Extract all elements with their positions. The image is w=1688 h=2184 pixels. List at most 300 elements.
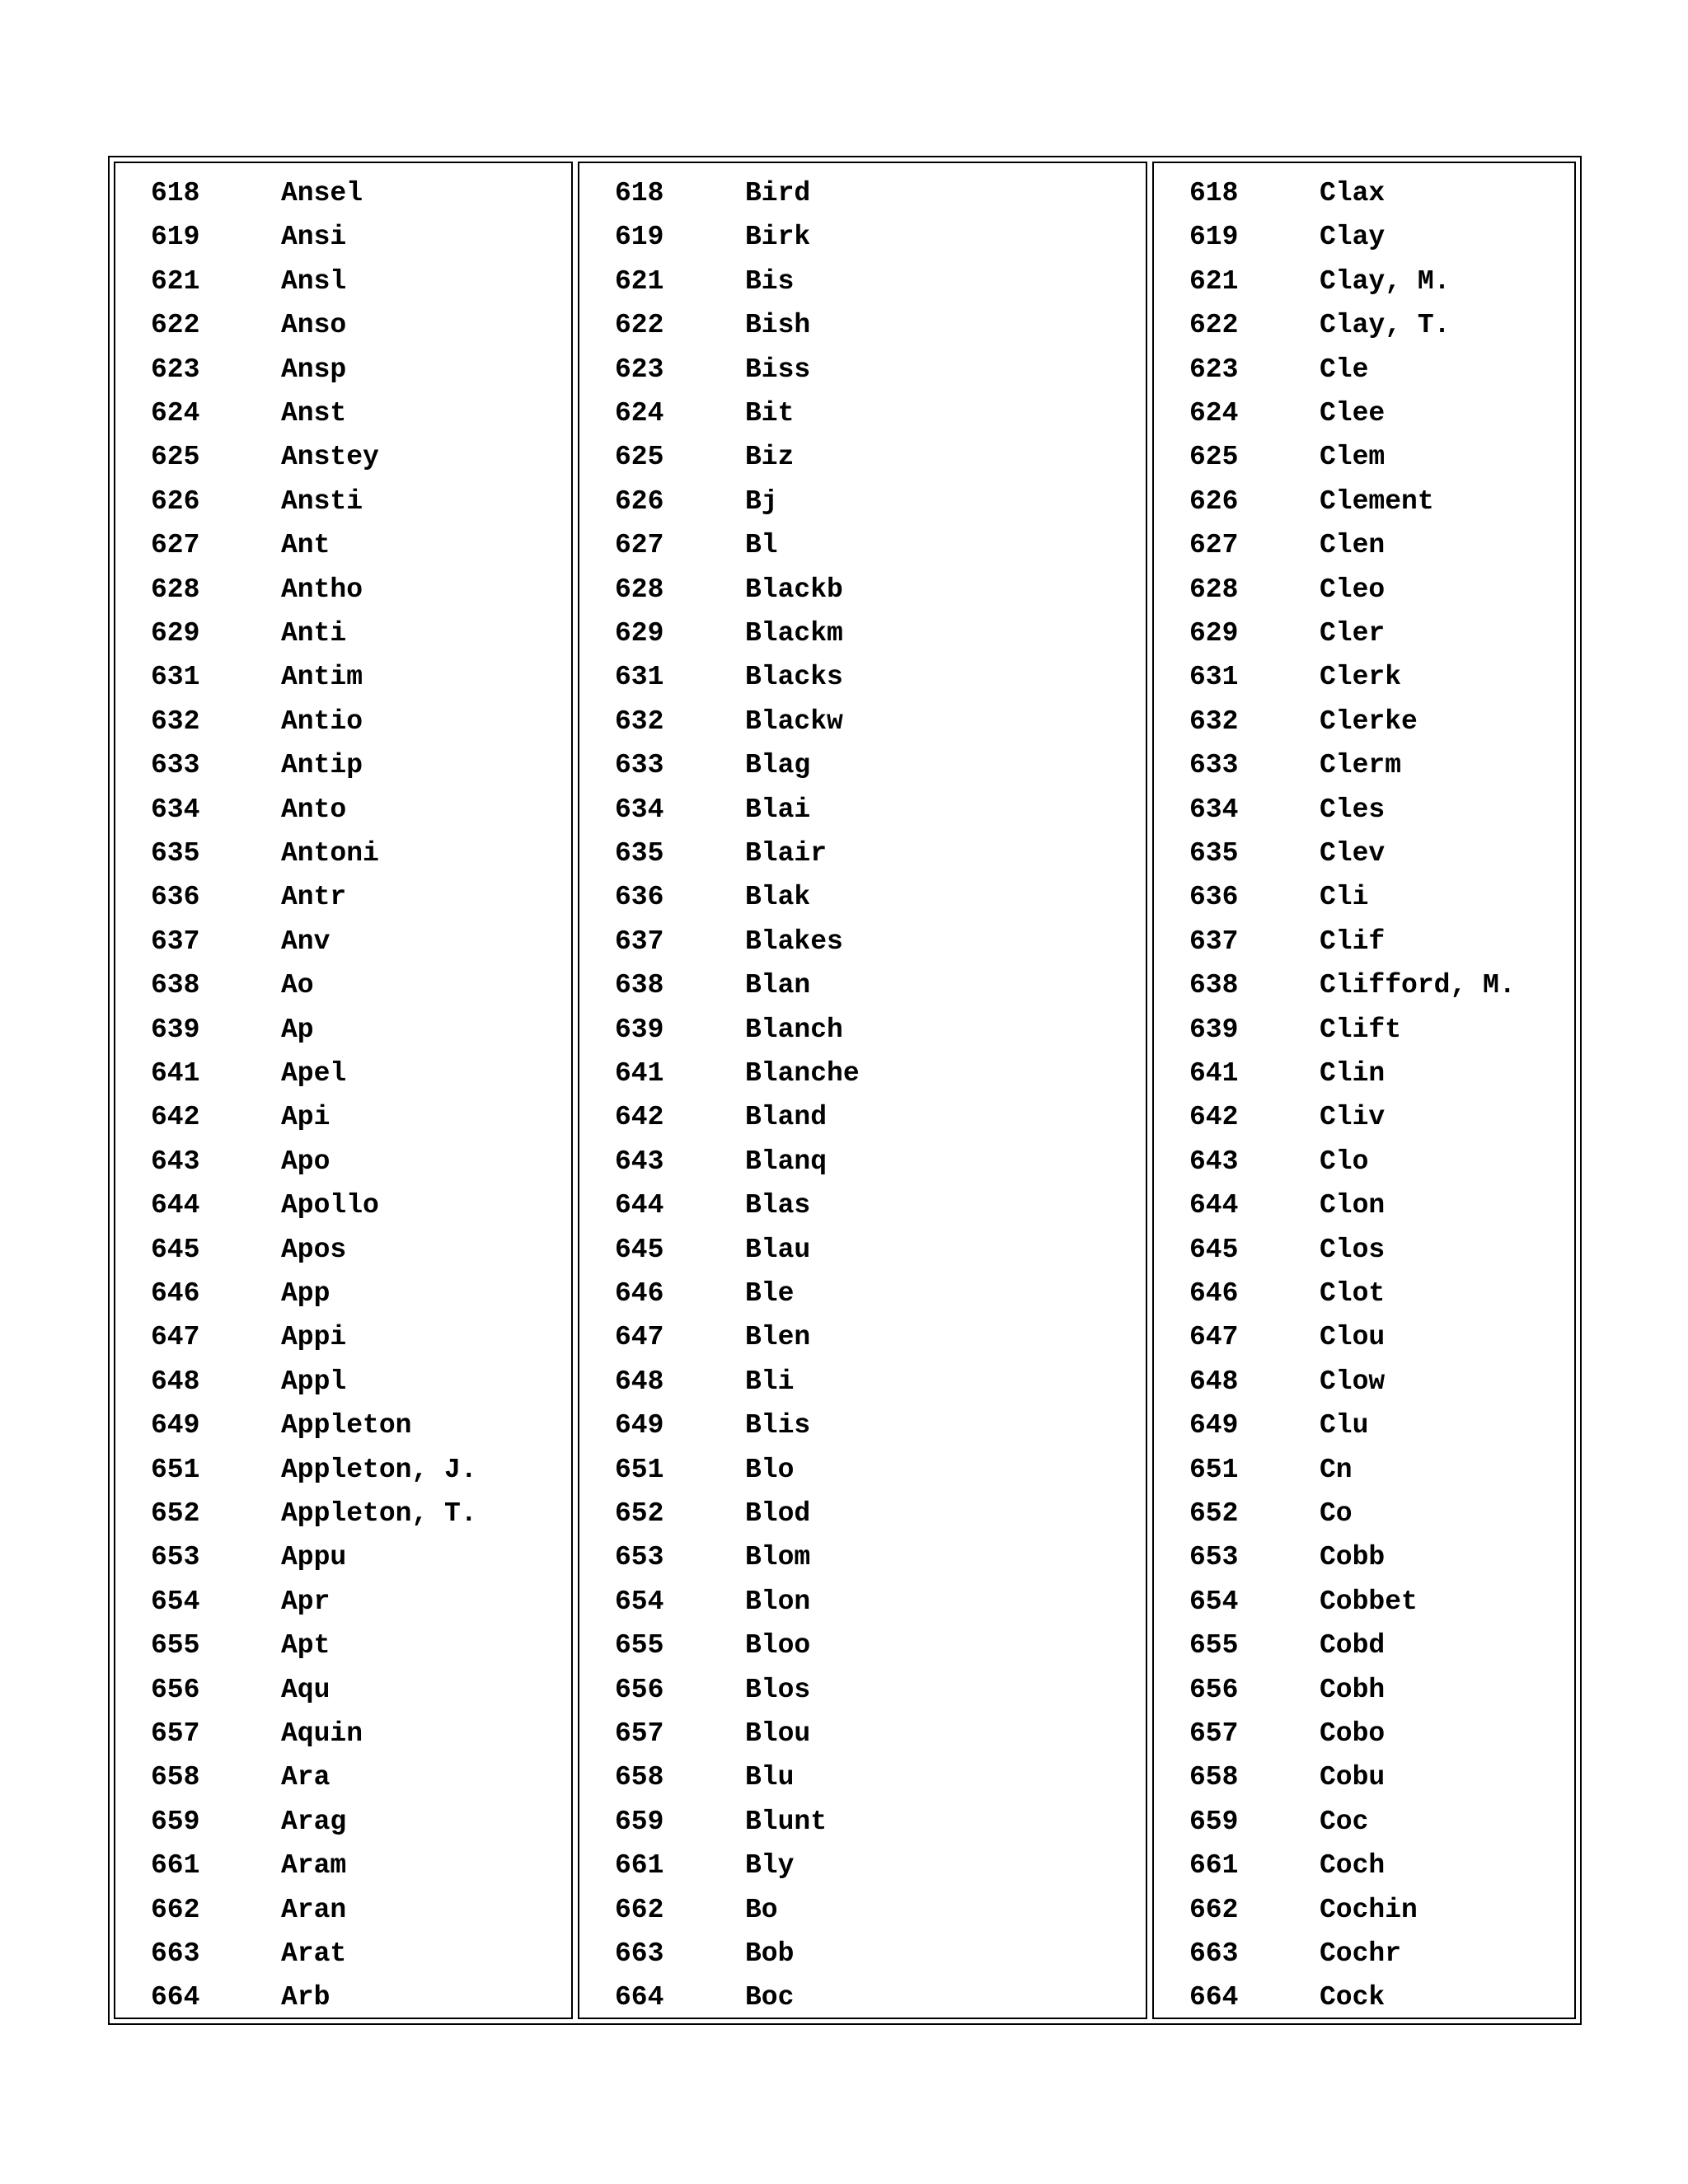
author-name: Appleton, T.	[281, 1498, 477, 1529]
table-row	[579, 480, 1146, 523]
author-name: Clerke	[1320, 705, 1418, 737]
table-row	[579, 1095, 1146, 1139]
author-name: Appl	[281, 1366, 347, 1397]
table-row	[1154, 260, 1574, 303]
author-name: Clo	[1320, 1146, 1369, 1177]
class-number: 642	[615, 1102, 664, 1133]
class-number: 643	[1189, 1146, 1239, 1177]
author-name: Blag	[745, 750, 811, 781]
table-row	[1154, 655, 1574, 699]
class-number: 622	[615, 310, 664, 341]
class-number: 653	[1189, 1542, 1239, 1573]
author-name: Biz	[745, 442, 795, 473]
class-number: 646	[151, 1278, 200, 1309]
table-row	[115, 1755, 571, 1799]
author-name: Blacks	[745, 662, 843, 693]
table-row	[1154, 1668, 1574, 1712]
class-number: 621	[151, 265, 200, 297]
class-number: 631	[1189, 662, 1239, 693]
table-row	[115, 260, 571, 303]
table-row	[579, 348, 1146, 391]
author-name: Blas	[745, 1190, 811, 1221]
class-number: 659	[1189, 1806, 1239, 1837]
class-number: 618	[615, 178, 664, 209]
author-name: Biss	[745, 354, 811, 385]
author-name: Clou	[1320, 1322, 1386, 1353]
class-number: 634	[151, 794, 200, 825]
author-name: Clifford, M.	[1320, 970, 1516, 1001]
author-name: Clay	[1320, 222, 1386, 253]
table-row	[1154, 1272, 1574, 1315]
table-row	[115, 1140, 571, 1183]
author-name: Clev	[1320, 838, 1386, 869]
class-number: 647	[1189, 1322, 1239, 1353]
table-row	[579, 568, 1146, 612]
table-row	[579, 1932, 1146, 1975]
table-row	[115, 1888, 571, 1932]
table-row	[115, 1800, 571, 1844]
class-number: 638	[615, 970, 664, 1001]
table-row	[1154, 435, 1574, 479]
class-number: 643	[615, 1146, 664, 1177]
class-number: 664	[615, 1982, 664, 2013]
table-row	[1154, 1052, 1574, 1095]
class-number: 649	[151, 1410, 200, 1441]
class-number: 657	[615, 1718, 664, 1749]
class-number: 629	[615, 618, 664, 649]
table-row	[115, 1052, 571, 1095]
table-row	[579, 832, 1146, 875]
class-number: 659	[615, 1806, 664, 1837]
table-row	[1154, 1888, 1574, 1932]
class-number: 658	[1189, 1762, 1239, 1793]
class-number: 647	[151, 1322, 200, 1353]
class-number: 644	[151, 1190, 200, 1221]
table-row	[579, 1755, 1146, 1799]
table-row	[115, 1975, 571, 2019]
author-name: Aquin	[281, 1718, 363, 1749]
class-number: 637	[615, 926, 664, 957]
author-name: Anti	[281, 618, 347, 649]
author-name: Anto	[281, 794, 347, 825]
author-name: Blon	[745, 1586, 811, 1617]
class-number: 654	[1189, 1586, 1239, 1617]
author-name: Aqu	[281, 1674, 331, 1705]
table-row	[115, 920, 571, 963]
table-row	[115, 788, 571, 832]
author-name: Aran	[281, 1894, 347, 1925]
class-number: 648	[1189, 1366, 1239, 1397]
table-row	[115, 215, 571, 259]
author-name: Clu	[1320, 1410, 1369, 1441]
author-name: Cliv	[1320, 1102, 1386, 1133]
class-number: 639	[151, 1014, 200, 1045]
table-row	[1154, 1008, 1574, 1052]
class-number: 627	[151, 530, 200, 561]
class-number: 622	[151, 310, 200, 341]
table-row	[1154, 920, 1574, 963]
table-row	[1154, 832, 1574, 875]
author-name: Blanq	[745, 1146, 828, 1177]
table-row	[579, 1448, 1146, 1492]
author-name: Cobh	[1320, 1674, 1386, 1705]
author-name: Blo	[745, 1454, 795, 1485]
class-number: 661	[615, 1850, 664, 1882]
table-row	[1154, 612, 1574, 655]
class-number: 623	[151, 354, 200, 385]
author-name: Clerm	[1320, 750, 1402, 781]
author-name: Antio	[281, 705, 363, 737]
class-number: 637	[1189, 926, 1239, 957]
class-number: 652	[151, 1498, 200, 1529]
table-row	[579, 1140, 1146, 1183]
table-row	[1154, 480, 1574, 523]
class-number: 641	[151, 1058, 200, 1089]
class-number: 661	[151, 1850, 200, 1882]
class-number: 622	[1189, 310, 1239, 341]
author-name: Clift	[1320, 1014, 1402, 1045]
class-number: 656	[151, 1674, 200, 1705]
class-number: 628	[1189, 574, 1239, 605]
author-name: Clem	[1320, 442, 1386, 473]
class-number: 663	[151, 1938, 200, 1969]
class-number: 664	[151, 1982, 200, 2013]
author-name: Cn	[1320, 1454, 1353, 1485]
table-row	[579, 1008, 1146, 1052]
table-row	[1154, 303, 1574, 347]
table-row	[579, 171, 1146, 215]
author-name: Clen	[1320, 530, 1386, 561]
table-row	[1154, 215, 1574, 259]
class-number: 621	[1189, 265, 1239, 297]
author-name: Bob	[745, 1938, 795, 1969]
table-row	[115, 391, 571, 435]
class-number: 636	[151, 882, 200, 913]
table-row	[1154, 743, 1574, 787]
class-number: 623	[1189, 354, 1239, 385]
table-row	[579, 1315, 1146, 1359]
class-number: 641	[615, 1058, 664, 1089]
author-name: Bloo	[745, 1630, 811, 1661]
class-number: 634	[615, 794, 664, 825]
author-name: Antho	[281, 574, 363, 605]
author-name: Arb	[281, 1982, 331, 2013]
author-name: Blakes	[745, 926, 843, 957]
author-name: Blen	[745, 1322, 811, 1353]
table-row	[579, 788, 1146, 832]
author-name: Cobd	[1320, 1630, 1386, 1661]
author-name: Api	[281, 1102, 331, 1133]
class-number: 621	[615, 265, 664, 297]
table-row	[115, 1535, 571, 1579]
author-name: Clin	[1320, 1058, 1386, 1089]
class-number: 641	[1189, 1058, 1239, 1089]
table-row	[579, 655, 1146, 699]
table-row	[115, 171, 571, 215]
author-name: Clos	[1320, 1234, 1386, 1265]
author-name: Clow	[1320, 1366, 1386, 1397]
class-number: 652	[1189, 1498, 1239, 1529]
author-name: Arat	[281, 1938, 347, 1969]
author-name: Apollo	[281, 1190, 379, 1221]
class-number: 618	[151, 178, 200, 209]
table-row	[1154, 1448, 1574, 1492]
table-row	[579, 612, 1146, 655]
table-row	[579, 1183, 1146, 1227]
class-number: 632	[615, 705, 664, 737]
class-number: 654	[615, 1586, 664, 1617]
class-number: 655	[615, 1630, 664, 1661]
table-row	[115, 875, 571, 919]
author-name: Cler	[1320, 618, 1386, 649]
table-row	[115, 612, 571, 655]
class-number: 639	[1189, 1014, 1239, 1045]
table-row	[579, 963, 1146, 1007]
author-name: Clif	[1320, 926, 1386, 957]
author-name: Boc	[745, 1982, 795, 2013]
author-name: Cobo	[1320, 1718, 1386, 1749]
class-number: 625	[151, 442, 200, 473]
author-name: Blu	[745, 1762, 795, 1793]
class-number: 655	[1189, 1630, 1239, 1661]
class-number: 636	[615, 882, 664, 913]
table-row	[579, 920, 1146, 963]
author-name: Arag	[281, 1806, 347, 1837]
author-name: Bish	[745, 310, 811, 341]
table-row	[1154, 1315, 1574, 1359]
author-name: Ap	[281, 1014, 314, 1045]
author-name: Cli	[1320, 882, 1369, 913]
table-row	[1154, 348, 1574, 391]
author-name: Bly	[745, 1850, 795, 1882]
table-row	[115, 480, 571, 523]
author-name: Blos	[745, 1674, 811, 1705]
class-number: 624	[1189, 398, 1239, 429]
table-row	[579, 1228, 1146, 1272]
author-name: Anstey	[281, 442, 379, 473]
table-row	[115, 1844, 571, 1887]
author-name: Ansp	[281, 354, 347, 385]
table-row	[1154, 1932, 1574, 1975]
table-row	[115, 523, 571, 567]
class-number: 642	[151, 1102, 200, 1133]
author-name: Blunt	[745, 1806, 828, 1837]
author-name: Clay, T.	[1320, 310, 1451, 341]
author-name: Apos	[281, 1234, 347, 1265]
author-name: Ansti	[281, 485, 363, 517]
class-number: 619	[1189, 222, 1239, 253]
class-number: 654	[151, 1586, 200, 1617]
table-row	[579, 1975, 1146, 2019]
author-name: Antr	[281, 882, 347, 913]
table-row	[579, 1712, 1146, 1755]
class-number: 644	[1189, 1190, 1239, 1221]
author-name: Coc	[1320, 1806, 1369, 1837]
table-row	[115, 963, 571, 1007]
table-row	[115, 1315, 571, 1359]
class-number: 653	[151, 1542, 200, 1573]
author-name: Aram	[281, 1850, 347, 1882]
class-number: 631	[615, 662, 664, 693]
author-name: Blau	[745, 1234, 811, 1265]
table-column-a	[114, 162, 573, 2019]
class-number: 633	[1189, 750, 1239, 781]
class-number: 632	[151, 705, 200, 737]
table-row	[115, 1624, 571, 1667]
class-number: 636	[1189, 882, 1239, 913]
author-name: Ansel	[281, 178, 363, 209]
author-name: Anso	[281, 310, 347, 341]
table-row	[1154, 1975, 1574, 2019]
class-number: 628	[615, 574, 664, 605]
author-name: Birk	[745, 222, 811, 253]
table-row	[1154, 875, 1574, 919]
table-row	[1154, 1624, 1574, 1667]
table-row	[115, 348, 571, 391]
author-name: Clay, M.	[1320, 265, 1451, 297]
class-number: 645	[615, 1234, 664, 1265]
class-number: 629	[1189, 618, 1239, 649]
table-row	[579, 1668, 1146, 1712]
author-name: Antip	[281, 750, 363, 781]
class-number: 651	[151, 1454, 200, 1485]
author-name: Blai	[745, 794, 811, 825]
author-name: Bird	[745, 178, 811, 209]
author-name: Clax	[1320, 178, 1386, 209]
class-number: 618	[1189, 178, 1239, 209]
class-number: 638	[1189, 970, 1239, 1001]
table-row	[1154, 1800, 1574, 1844]
table-row	[579, 1535, 1146, 1579]
author-name: Cock	[1320, 1982, 1386, 2013]
table-row	[1154, 1140, 1574, 1183]
class-number: 634	[1189, 794, 1239, 825]
author-name: Bland	[745, 1102, 828, 1133]
table-row	[115, 1580, 571, 1624]
class-number: 628	[151, 574, 200, 605]
table-row	[115, 1492, 571, 1535]
table-row	[1154, 1844, 1574, 1887]
class-number: 657	[1189, 1718, 1239, 1749]
author-name: Blom	[745, 1542, 811, 1573]
class-number: 625	[615, 442, 664, 473]
class-number: 658	[615, 1762, 664, 1793]
table-row	[115, 832, 571, 875]
class-number: 652	[615, 1498, 664, 1529]
class-number: 624	[151, 398, 200, 429]
author-name: Apo	[281, 1146, 331, 1177]
author-name: Cles	[1320, 794, 1386, 825]
class-number: 645	[1189, 1234, 1239, 1265]
class-number: 653	[615, 1542, 664, 1573]
author-name: Blis	[745, 1410, 811, 1441]
table-row	[1154, 1404, 1574, 1447]
table-row	[1154, 1228, 1574, 1272]
class-number: 635	[615, 838, 664, 869]
table-row	[1154, 523, 1574, 567]
author-name: Bo	[745, 1894, 778, 1925]
author-name: Co	[1320, 1498, 1353, 1529]
class-number: 655	[151, 1630, 200, 1661]
class-number: 657	[151, 1718, 200, 1749]
table-row	[1154, 1535, 1574, 1579]
author-name: Apt	[281, 1630, 331, 1661]
class-number: 627	[615, 530, 664, 561]
table-row	[579, 1800, 1146, 1844]
author-name: Clot	[1320, 1278, 1386, 1309]
class-number: 645	[151, 1234, 200, 1265]
author-name: Blou	[745, 1718, 811, 1749]
class-number: 627	[1189, 530, 1239, 561]
class-number: 635	[151, 838, 200, 869]
class-number: 637	[151, 926, 200, 957]
table-row	[115, 655, 571, 699]
class-number: 639	[615, 1014, 664, 1045]
table-row	[115, 1095, 571, 1139]
table-row	[579, 435, 1146, 479]
class-number: 662	[151, 1894, 200, 1925]
class-number: 648	[151, 1366, 200, 1397]
table-column-c	[1152, 162, 1576, 2019]
author-name: Cobu	[1320, 1762, 1386, 1793]
author-name: Ao	[281, 970, 314, 1001]
author-name: Cleo	[1320, 574, 1386, 605]
author-name: Cobbet	[1320, 1586, 1418, 1617]
class-number: 635	[1189, 838, 1239, 869]
author-name: Blod	[745, 1498, 811, 1529]
class-number: 661	[1189, 1850, 1239, 1882]
table-row	[1154, 963, 1574, 1007]
table-row	[579, 260, 1146, 303]
author-name: Ble	[745, 1278, 795, 1309]
table-row	[1154, 1360, 1574, 1404]
class-number: 659	[151, 1806, 200, 1837]
table-row	[1154, 1580, 1574, 1624]
table-row	[1154, 1712, 1574, 1755]
table-row	[115, 303, 571, 347]
author-name: Ant	[281, 530, 331, 561]
table-row	[115, 743, 571, 787]
table-row	[1154, 1183, 1574, 1227]
author-name: Antim	[281, 662, 363, 693]
class-number: 651	[1189, 1454, 1239, 1485]
class-number: 662	[1189, 1894, 1239, 1925]
author-name: Bj	[745, 485, 778, 517]
author-name: Bl	[745, 530, 778, 561]
class-number: 619	[151, 222, 200, 253]
table-row	[579, 391, 1146, 435]
class-number: 638	[151, 970, 200, 1001]
table-row	[579, 1580, 1146, 1624]
class-number: 649	[1189, 1410, 1239, 1441]
author-name: Blackm	[745, 618, 843, 649]
table-row	[115, 1448, 571, 1492]
table-row	[115, 435, 571, 479]
author-name: Blak	[745, 882, 811, 913]
table-row	[115, 1932, 571, 1975]
author-name: Clon	[1320, 1190, 1386, 1221]
class-number: 656	[615, 1674, 664, 1705]
class-number: 658	[151, 1762, 200, 1793]
class-number: 643	[151, 1146, 200, 1177]
table-column-b	[578, 162, 1147, 2019]
table-row	[579, 1360, 1146, 1404]
author-name: Ansi	[281, 222, 347, 253]
class-number: 633	[615, 750, 664, 781]
author-name: Clee	[1320, 398, 1386, 429]
table-row	[115, 1183, 571, 1227]
class-number: 633	[151, 750, 200, 781]
